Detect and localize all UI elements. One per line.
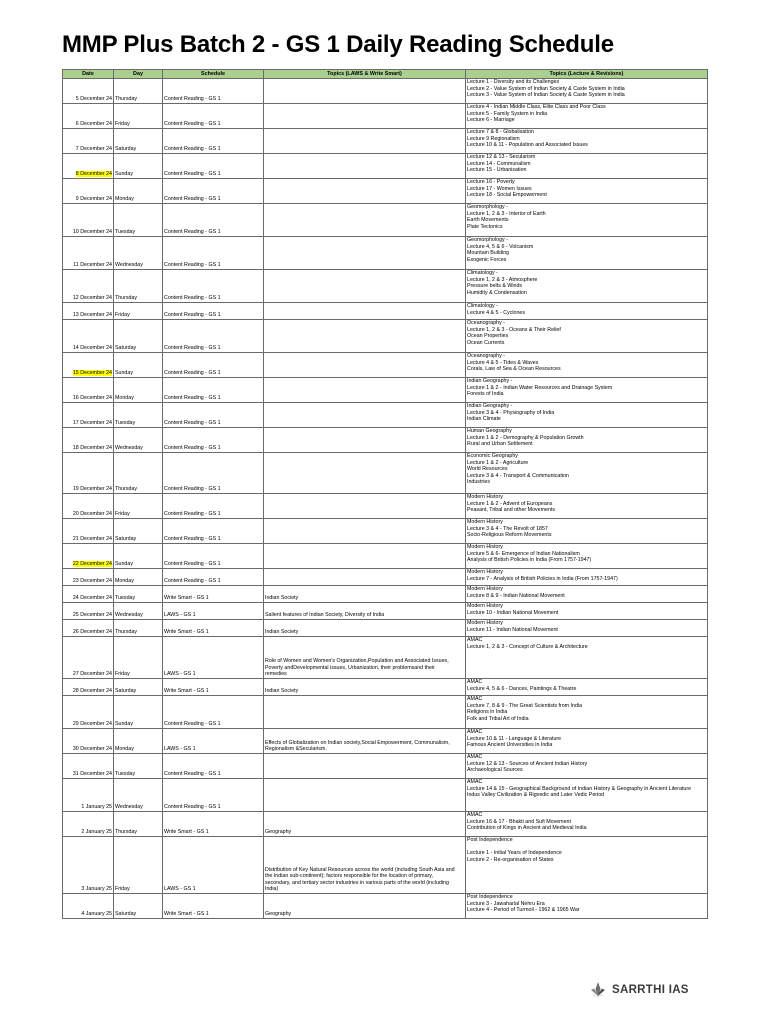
schedule-cell: Write Smart - GS 1 — [163, 586, 264, 603]
date-cell — [63, 270, 114, 303]
topics-cell — [264, 104, 466, 129]
lectures-cell: Climatology - Lecture 1, 2 & 3 - Atmosphere Pressure belts & Winds Humidity & Condensation — [466, 270, 708, 303]
date-cell — [63, 154, 114, 179]
table-row — [63, 637, 708, 679]
day-cell: Sunday — [114, 353, 163, 378]
date-text: 2 January 25 — [81, 829, 112, 836]
schedule-cell: LAWS - GS 1 — [163, 637, 264, 679]
schedule-cell: Content Reading - GS 1 — [163, 104, 264, 129]
topics-cell — [264, 237, 466, 270]
lectures-cell: Lecture 1 - Diversity and its Challenges Lecture 2 - Value System of Indian Society & Caste System in India Lecture 3 - Value System of Indian Society & Caste System in India — [466, 79, 708, 104]
header-row — [63, 70, 708, 79]
schedule-cell: Content Reading - GS 1 — [163, 453, 264, 494]
logo-text: SARRTHI IAS — [612, 984, 689, 996]
date-cell — [63, 696, 114, 729]
date-text: 22 December 24 — [72, 561, 112, 568]
date-text: 17 December 24 — [72, 420, 112, 427]
lectures-cell: Lecture 16 - Poverty Lecture 17 - Women Issues Lecture 18 - Social Empowerment — [466, 179, 708, 204]
topics-cell — [264, 320, 466, 353]
date-text: 28 December 24 — [72, 688, 112, 695]
day-cell: Sunday — [114, 696, 163, 729]
header-date: Date — [63, 70, 114, 79]
topics-cell — [264, 696, 466, 729]
date-text: 26 December 24 — [72, 629, 112, 636]
topics-cell — [264, 270, 466, 303]
day-cell: Friday — [114, 837, 163, 894]
date-text: 15 December 24 — [72, 370, 112, 377]
lectures-cell: Climatology - Lecture 4 & 5 - Cyclones — [466, 303, 708, 320]
table-row — [63, 353, 708, 378]
table-row — [63, 104, 708, 129]
lectures-cell: Oceanography - Lecture 4 & 5 - Tides & Waves Corals, Law of Sea & Ocean Resources — [466, 353, 708, 378]
date-cell — [63, 104, 114, 129]
schedule-cell: Content Reading - GS 1 — [163, 204, 264, 237]
lectures-cell: Economic Geography Lecture 1 & 2 - Agriculture World Resources Lecture 3 & 4 - Transport & Communication Industries — [466, 453, 708, 494]
topics-cell — [264, 494, 466, 519]
lectures-cell: Lecture 12 & 13 - Secularism Lecture 14 - Communalism Lecture 15 - Urbanisation — [466, 154, 708, 179]
lectures-cell: AMAC Lecture 12 & 13 - Sources of Ancient Indian History Archaeological Sources — [466, 754, 708, 779]
topics-cell: Salient features of Indian Society, Diversity of India — [264, 603, 466, 620]
schedule-cell: Content Reading - GS 1 — [163, 544, 264, 569]
topics-cell: Geography — [264, 894, 466, 919]
date-cell — [63, 779, 114, 812]
date-text: 21 December 24 — [72, 536, 112, 543]
topics-cell: Effects of Globalization on Indian society,Social Empowerment, Communalism, Regionalism &Secularism. — [264, 729, 466, 754]
day-cell: Saturday — [114, 320, 163, 353]
table-row — [63, 519, 708, 544]
schedule-cell: Content Reading - GS 1 — [163, 129, 264, 154]
table-row — [63, 620, 708, 637]
schedule-cell: Write Smart - GS 1 — [163, 812, 264, 837]
table-row — [63, 696, 708, 729]
day-cell: Tuesday — [114, 586, 163, 603]
day-cell: Sunday — [114, 544, 163, 569]
day-cell: Saturday — [114, 519, 163, 544]
date-text: 11 December 24 — [73, 262, 112, 269]
topics-cell — [264, 569, 466, 586]
date-text: 30 December 24 — [72, 746, 112, 753]
table-row — [63, 79, 708, 104]
schedule-cell: LAWS - GS 1 — [163, 603, 264, 620]
header-day: Day — [114, 70, 163, 79]
schedule-cell: Content Reading - GS 1 — [163, 303, 264, 320]
day-cell: Wednesday — [114, 237, 163, 270]
sarrthi-logo — [589, 981, 689, 999]
lectures-cell: Modern History Lecture 7 - Analysis of British Policies in India (From 1757-1947) — [466, 569, 708, 586]
lectures-cell: AMAC Lecture 7, 8 & 9 - The Great Scientists from India Religions in India Folk and Tribal Art of India — [466, 696, 708, 729]
lectures-cell: Post Independence Lecture 3 - Jawaharlal Nehru Era Lecture 4 - Period of Turmoil - 1962 & 1965 War — [466, 894, 708, 919]
lectures-cell: AMAC Lecture 10 & 11 - Language & Literature Famous Ancient Universities in India — [466, 729, 708, 754]
day-cell: Thursday — [114, 270, 163, 303]
day-cell: Tuesday — [114, 403, 163, 428]
lectures-cell: Post Independence Lecture 1 - Initial Years of Independence Lecture 2 - Re-organisation of States — [466, 837, 708, 894]
header-schedule: Schedule — [163, 70, 264, 79]
schedule-cell: Content Reading - GS 1 — [163, 428, 264, 453]
schedule-cell: Write Smart - GS 1 — [163, 894, 264, 919]
schedule-cell: Content Reading - GS 1 — [163, 779, 264, 812]
date-cell — [63, 494, 114, 519]
date-text: 25 December 24 — [72, 612, 112, 619]
date-text: 23 December 24 — [72, 578, 112, 585]
day-cell: Tuesday — [114, 204, 163, 237]
schedule-cell: LAWS - GS 1 — [163, 729, 264, 754]
date-cell — [63, 754, 114, 779]
day-cell: Tuesday — [114, 754, 163, 779]
day-cell: Saturday — [114, 679, 163, 696]
topics-cell — [264, 378, 466, 403]
date-text: 3 January 25 — [81, 886, 112, 893]
lectures-cell: AMAC Lecture 1, 2 & 3 - Concept of Culture & Architecture — [466, 637, 708, 679]
date-text: 20 December 24 — [72, 511, 112, 518]
date-cell — [63, 129, 114, 154]
topics-cell — [264, 79, 466, 104]
lectures-cell: Indian Geography - Lecture 3 & 4 - Physiography of India Indian Climate — [466, 403, 708, 428]
date-text: 6 December 24 — [75, 121, 112, 128]
schedule-cell: Content Reading - GS 1 — [163, 403, 264, 428]
topics-cell: Distribution of Key Natural Resources across the world (including South Asia and the Indian sub-continent); factors responsible for the location of primary, secondary, and tertiary sector industries in various parts of the world (including India) — [264, 837, 466, 894]
schedule-cell: Content Reading - GS 1 — [163, 754, 264, 779]
day-cell: Thursday — [114, 812, 163, 837]
date-cell — [63, 303, 114, 320]
schedule-cell: Content Reading - GS 1 — [163, 569, 264, 586]
lectures-cell: Modern History Lecture 3 & 4 - The Revolt of 1857 Socio-Religious Reform Movements — [466, 519, 708, 544]
date-text: 24 December 24 — [72, 595, 112, 602]
header-topics: Topics (LAWS & Write Smart) — [264, 70, 466, 79]
table-row — [63, 378, 708, 403]
topics-cell — [264, 179, 466, 204]
lectures-cell: Oceanography - Lecture 1, 2 & 3 - Oceans & Their Relief Ocean Properties Ocean Currents — [466, 320, 708, 353]
schedule-cell: Content Reading - GS 1 — [163, 696, 264, 729]
date-cell — [63, 569, 114, 586]
lectures-cell: Modern History Lecture 11 - Indian National Movement — [466, 620, 708, 637]
date-cell — [63, 894, 114, 919]
date-cell — [63, 812, 114, 837]
header-lectures: Topics (Lecture & Revisions) — [466, 70, 708, 79]
table-row — [63, 603, 708, 620]
topics-cell — [264, 403, 466, 428]
topics-cell — [264, 519, 466, 544]
day-cell: Wednesday — [114, 428, 163, 453]
lectures-cell: AMAC Lecture 16 & 17 - Bhakti and Sufi Movement Contribution of Kings in Ancient and Medieval India — [466, 812, 708, 837]
date-cell — [63, 320, 114, 353]
lectures-cell: AMAC Lecture 14 & 15 - Geographical Background of Indian History & Geography in Ancient Literature Indus Valley Civilization & Rigvedic and Later Vedic Period — [466, 779, 708, 812]
date-text: 5 December 24 — [75, 96, 112, 103]
table-row — [63, 894, 708, 919]
topics-cell — [264, 544, 466, 569]
lectures-cell: AMAC Lecture 4, 5 & 6 - Dances, Paintings & Theatre — [466, 679, 708, 696]
topics-cell: Indian Society — [264, 679, 466, 696]
table-row — [63, 303, 708, 320]
topics-cell — [264, 129, 466, 154]
date-cell — [63, 679, 114, 696]
schedule-cell: Content Reading - GS 1 — [163, 494, 264, 519]
date-text: 8 December 24 — [75, 171, 112, 178]
day-cell: Friday — [114, 104, 163, 129]
table-row — [63, 569, 708, 586]
table-row — [63, 586, 708, 603]
schedule-table — [62, 69, 708, 919]
day-cell: Friday — [114, 494, 163, 519]
date-cell — [63, 453, 114, 494]
day-cell: Monday — [114, 729, 163, 754]
date-cell — [63, 403, 114, 428]
day-cell: Saturday — [114, 129, 163, 154]
topics-cell: Geography — [264, 812, 466, 837]
date-text: 1 January 25 — [81, 804, 112, 811]
topics-cell — [264, 204, 466, 237]
date-cell — [63, 353, 114, 378]
schedule-cell: Content Reading - GS 1 — [163, 154, 264, 179]
table-row — [63, 154, 708, 179]
page-title: MMP Plus Batch 2 - GS 1 Daily Reading Schedule — [62, 31, 614, 58]
schedule-cell: Content Reading - GS 1 — [163, 79, 264, 104]
topics-cell — [264, 303, 466, 320]
topics-cell — [264, 154, 466, 179]
table-row — [63, 428, 708, 453]
date-cell — [63, 519, 114, 544]
lectures-cell: Geomorphology - Lecture 1, 2 & 3 - Interior of Earth Earth Movements Plate Tectonics — [466, 204, 708, 237]
day-cell: Monday — [114, 179, 163, 204]
date-text: 27 December 24 — [72, 671, 112, 678]
date-cell — [63, 620, 114, 637]
date-text: 10 December 24 — [72, 229, 112, 236]
date-cell — [63, 204, 114, 237]
day-cell: Friday — [114, 303, 163, 320]
day-cell: Thursday — [114, 620, 163, 637]
table-row — [63, 754, 708, 779]
table-row — [63, 544, 708, 569]
lotus-logo-icon — [589, 981, 607, 999]
table-row — [63, 270, 708, 303]
lectures-cell: Geomorphology - Lecture 4, 5 & 6 - Volcanism Mountain Building Exogenic Forces — [466, 237, 708, 270]
lectures-cell: Lecture 4 - Indian Middle Class, Elite Class and Poor Class Lecture 5 - Family System in India Lecture 6 - Marriage — [466, 104, 708, 129]
table-row — [63, 204, 708, 237]
date-cell — [63, 544, 114, 569]
table-row — [63, 729, 708, 754]
schedule-cell: Content Reading - GS 1 — [163, 237, 264, 270]
lectures-cell: Modern History Lecture 5 & 6- Emergence of Indian Nationalism Analysis of British Policies in India (From 1757-1947) — [466, 544, 708, 569]
date-cell — [63, 237, 114, 270]
topics-cell: Role of Women and Women's Organization,Population and Associated Issues, Poverty andDevelopmental issues, Urbanization, their problemsand their remedies — [264, 637, 466, 679]
table-row — [63, 320, 708, 353]
lectures-cell: Human Geography Lecture 1 & 2 - Demography & Population Growth Rural and Urban Settlement — [466, 428, 708, 453]
schedule-cell: Content Reading - GS 1 — [163, 270, 264, 303]
schedule-cell: Content Reading - GS 1 — [163, 519, 264, 544]
table-row — [63, 237, 708, 270]
day-cell: Saturday — [114, 894, 163, 919]
schedule-cell: Content Reading - GS 1 — [163, 179, 264, 204]
date-text: 29 December 24 — [72, 721, 112, 728]
lectures-cell: Lecture 7 & 8 - Globalisation Lecture 9 Regionalism Lecture 10 & 11 - Population and Associated Issues — [466, 129, 708, 154]
date-text: 4 January 25 — [81, 911, 112, 918]
table-row — [63, 179, 708, 204]
topics-cell — [264, 779, 466, 812]
schedule-cell: Content Reading - GS 1 — [163, 353, 264, 378]
schedule-cell: Content Reading - GS 1 — [163, 378, 264, 403]
day-cell: Thursday — [114, 453, 163, 494]
date-cell — [63, 586, 114, 603]
table-row — [63, 129, 708, 154]
topics-cell: Indian Society — [264, 620, 466, 637]
date-text: 19 December 24 — [72, 486, 112, 493]
day-cell: Friday — [114, 637, 163, 679]
lectures-cell: Modern History Lecture 10 - Indian National Movement — [466, 603, 708, 620]
date-text: 13 December 24 — [72, 312, 112, 319]
date-text: 12 December 24 — [72, 295, 112, 302]
date-text: 31 December 24 — [72, 771, 112, 778]
table-row — [63, 403, 708, 428]
date-cell — [63, 378, 114, 403]
date-cell — [63, 837, 114, 894]
date-cell — [63, 79, 114, 104]
topics-cell — [264, 428, 466, 453]
date-cell — [63, 637, 114, 679]
day-cell: Wednesday — [114, 779, 163, 812]
schedule-cell: LAWS - GS 1 — [163, 837, 264, 894]
topics-cell — [264, 353, 466, 378]
table-row — [63, 679, 708, 696]
schedule-cell: Write Smart - GS 1 — [163, 679, 264, 696]
date-text: 18 December 24 — [72, 445, 112, 452]
topics-cell: Indian Society — [264, 586, 466, 603]
date-cell — [63, 428, 114, 453]
day-cell: Monday — [114, 569, 163, 586]
date-text: 7 December 24 — [75, 146, 112, 153]
date-cell — [63, 603, 114, 620]
schedule-cell: Content Reading - GS 1 — [163, 320, 264, 353]
table-row — [63, 837, 708, 894]
day-cell: Wednesday — [114, 603, 163, 620]
date-cell — [63, 729, 114, 754]
date-text: 14 December 24 — [72, 345, 112, 352]
topics-cell — [264, 754, 466, 779]
date-cell — [63, 179, 114, 204]
table-row — [63, 453, 708, 494]
table-row — [63, 494, 708, 519]
topics-cell — [264, 453, 466, 494]
table-row — [63, 779, 708, 812]
lectures-cell: Modern History Lecture 1 & 2 - Advent of Europeans Peasant, Tribal and other Movements — [466, 494, 708, 519]
day-cell: Thursday — [114, 79, 163, 104]
day-cell: Monday — [114, 378, 163, 403]
date-text: 16 December 24 — [72, 395, 112, 402]
lectures-cell: Modern History Lecture 8 & 9 - Indian National Movement — [466, 586, 708, 603]
date-text: 9 December 24 — [75, 196, 112, 203]
table-row — [63, 812, 708, 837]
schedule-cell: Write Smart - GS 1 — [163, 620, 264, 637]
day-cell: Sunday — [114, 154, 163, 179]
lectures-cell: Indian Geography - Lecture 1 & 2 - Indian Water Resources and Drainage System Forests of India — [466, 378, 708, 403]
